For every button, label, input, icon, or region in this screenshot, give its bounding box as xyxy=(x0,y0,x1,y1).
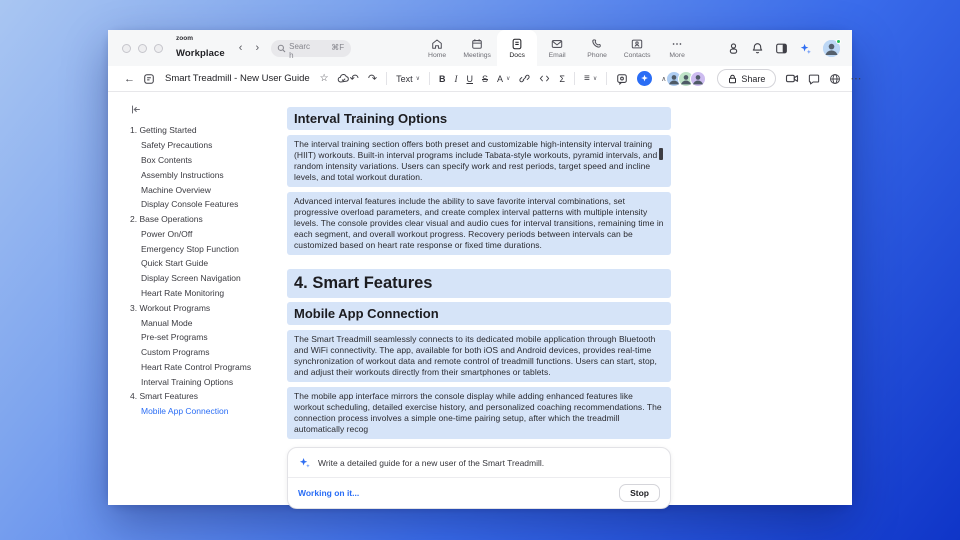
tab-email[interactable]: Email xyxy=(537,30,577,66)
cloud-sync-icon[interactable] xyxy=(337,73,350,84)
strikethrough-button[interactable]: S xyxy=(481,73,488,84)
lock-icon xyxy=(728,74,737,84)
outline-list xyxy=(130,123,287,419)
outline-item[interactable]: 1. Getting Started xyxy=(130,125,197,136)
doc-block[interactable]: 4. Smart Features xyxy=(287,269,671,298)
titlebar xyxy=(108,30,852,66)
window-controls[interactable] xyxy=(122,44,163,53)
underline-button[interactable]: U xyxy=(466,73,473,84)
comment-icon[interactable] xyxy=(616,73,628,85)
collapse-toolbar-icon[interactable]: ∧ xyxy=(661,75,667,83)
search-icon xyxy=(277,44,286,53)
chevron-down-icon: ∨ xyxy=(415,76,420,82)
divider xyxy=(429,72,430,85)
document-page[interactable] xyxy=(287,92,671,505)
search-shortcut: ⌘F xyxy=(331,42,345,52)
notifications-bell-icon[interactable] xyxy=(751,42,764,55)
search-input[interactable] xyxy=(271,40,351,60)
outline-item[interactable]: Emergency Stop Function xyxy=(141,243,239,254)
ai-companion-sparkle-icon[interactable] xyxy=(799,42,812,55)
outline-item[interactable]: Manual Mode xyxy=(141,317,193,328)
content-area xyxy=(108,92,852,505)
collapse-outline-icon[interactable] xyxy=(130,104,141,115)
globe-icon[interactable] xyxy=(829,73,841,85)
user-avatar[interactable] xyxy=(823,40,840,57)
search-placeholder: Search xyxy=(289,41,311,60)
chevron-down-icon: ∨ xyxy=(592,76,598,82)
favorite-star-icon[interactable]: ☆ xyxy=(319,73,329,84)
zoom-window-icon[interactable] xyxy=(154,44,163,53)
chat-bubble-icon[interactable] xyxy=(808,73,820,85)
divider xyxy=(386,72,387,85)
tab-phone[interactable]: Phone xyxy=(577,30,617,66)
outline-sidebar xyxy=(108,92,287,505)
zoom-workplace-window xyxy=(108,30,863,505)
contacts-icon xyxy=(631,38,643,50)
link-icon[interactable] xyxy=(519,73,530,84)
outline-item[interactable]: Heart Rate Control Programs xyxy=(141,361,252,372)
outline-item[interactable]: Quick Start Guide xyxy=(141,258,209,269)
outline-item[interactable]: 2. Base Operations xyxy=(130,214,203,225)
outline-item[interactable]: Display Screen Navigation xyxy=(141,273,241,284)
outline-item[interactable]: Machine Overview xyxy=(141,184,211,195)
formula-button[interactable]: Σ xyxy=(559,73,565,84)
close-window-icon[interactable] xyxy=(122,44,131,53)
collaborator-avatars[interactable] xyxy=(666,71,706,87)
outline-item[interactable]: Pre-set Programs xyxy=(141,332,208,343)
chevron-down-icon: ∨ xyxy=(506,76,511,82)
email-icon xyxy=(551,38,563,50)
more-options-icon[interactable]: ⋯ xyxy=(850,73,863,85)
ai-prompt-text: Write a detailed guide for a new user of the Smart Treadmill. xyxy=(318,457,545,468)
align-dropdown[interactable]: ≡ ∨ xyxy=(584,73,598,84)
bold-button[interactable]: B xyxy=(438,73,446,84)
tab-docs[interactable]: Docs xyxy=(497,30,537,66)
docs-icon xyxy=(511,38,523,50)
app-tabs xyxy=(417,30,697,66)
share-button[interactable]: Share xyxy=(717,69,776,88)
outline-item[interactable]: Interval Training Options xyxy=(141,376,234,387)
outline-item[interactable]: 3. Workout Programs xyxy=(130,302,211,313)
divider xyxy=(574,72,575,85)
collaborator-avatar[interactable] xyxy=(690,71,706,87)
video-camera-icon[interactable] xyxy=(785,73,799,84)
code-icon[interactable] xyxy=(539,73,550,84)
outline-item[interactable]: Custom Programs xyxy=(141,347,210,358)
doc-block[interactable]: Advanced interval features include the ability to save favorite interval combinations, set progressive overload parameters, and create complex interval patterns with multiple intensity levels. The console provides clear visual and audio cues for interval transitions, remaining time in each segment, and overall workout progress. Recovery periods between intervals can be customized based on heart rate response or fixed time durations. xyxy=(287,192,671,255)
tab-contacts[interactable]: Contacts xyxy=(617,30,657,66)
doc-block[interactable]: Interval Training Options xyxy=(287,107,671,130)
nav-back-icon[interactable]: ‹ xyxy=(238,42,243,54)
more-dots-icon xyxy=(671,38,683,50)
minimize-window-icon[interactable] xyxy=(138,44,147,53)
tab-meetings[interactable]: Meetings xyxy=(457,30,497,66)
outline-item[interactable]: Mobile App Connection xyxy=(141,406,229,417)
calendar-icon xyxy=(471,38,483,50)
divider xyxy=(606,72,607,85)
doc-blocks xyxy=(287,107,671,439)
nav-forward-icon[interactable]: › xyxy=(255,42,260,54)
tab-home[interactable]: Home xyxy=(417,30,457,66)
ai-status-text: Working on it... xyxy=(298,488,360,498)
outline-item[interactable]: Display Console Features xyxy=(141,199,239,210)
ai-companion-panel xyxy=(287,447,671,509)
redo-icon[interactable]: ↷ xyxy=(367,73,378,85)
presence-dot xyxy=(836,39,841,44)
outline-item[interactable]: Safety Precautions xyxy=(141,140,213,151)
outline-item[interactable]: Power On/Off xyxy=(141,228,193,239)
sparkle-icon xyxy=(640,74,649,83)
doc-block[interactable]: The Smart Treadmill seamlessly connects to its dedicated mobile application through Bluetooth and WiFi connectivity. The app, available for both iOS and Android devices, provides real-time synchronization of workout data and remote control of treadmill functions. Users can start, stop, and adjust their workouts directly from their smartphones or tablets. xyxy=(287,330,671,382)
profile-icon[interactable] xyxy=(727,42,740,55)
phone-icon xyxy=(591,38,603,50)
outline-item[interactable]: Heart Rate Monitoring xyxy=(141,287,225,298)
home-icon xyxy=(431,38,443,50)
ai-companion-button[interactable] xyxy=(637,71,652,86)
text-style-dropdown[interactable]: Text ∨ xyxy=(396,73,420,84)
tab-more[interactable]: More xyxy=(657,30,697,66)
outline-item[interactable]: Assembly Instructions xyxy=(141,169,224,180)
ai-sparkle-icon xyxy=(298,456,311,469)
zoom-workplace-logo xyxy=(176,36,225,60)
doc-toolbar xyxy=(108,66,863,92)
text-color-dropdown[interactable]: A ∨ xyxy=(497,73,511,84)
text-cursor xyxy=(659,148,663,160)
brand-workplace: Workplace xyxy=(176,47,225,59)
back-button[interactable]: ← xyxy=(124,72,135,85)
doc-page-icon[interactable] xyxy=(143,73,155,85)
italic-button[interactable]: I xyxy=(454,73,458,84)
brand-zoom: zoom xyxy=(176,35,193,43)
undo-icon[interactable]: ↶ xyxy=(349,73,359,85)
side-panel-icon[interactable] xyxy=(775,42,788,55)
doc-title[interactable]: Smart Treadmill - New User Guide xyxy=(165,73,310,84)
doc-block[interactable]: The mobile app interface mirrors the console display while adding enhanced features like workout scheduling, detailed exercise history, and personalized coaching recommendations. The connection process involves a simple one-time pairing setup, after which the treadmill automatically recog xyxy=(287,387,671,439)
doc-block[interactable]: The interval training section offers both preset and customizable high-intensity interval training (HIIT) workouts. Built-in interval programs include Tabata-style workouts, pyramid intervals, and random intensity variations. Users can specify work and rest periods, target speed and incline levels, and total workout duration. xyxy=(287,135,671,187)
stop-button[interactable]: Stop xyxy=(619,484,660,502)
doc-block[interactable]: Mobile App Connection xyxy=(287,302,671,325)
outline-item[interactable]: 4. Smart Features xyxy=(130,391,199,402)
outline-item[interactable]: Box Contents xyxy=(141,154,193,165)
